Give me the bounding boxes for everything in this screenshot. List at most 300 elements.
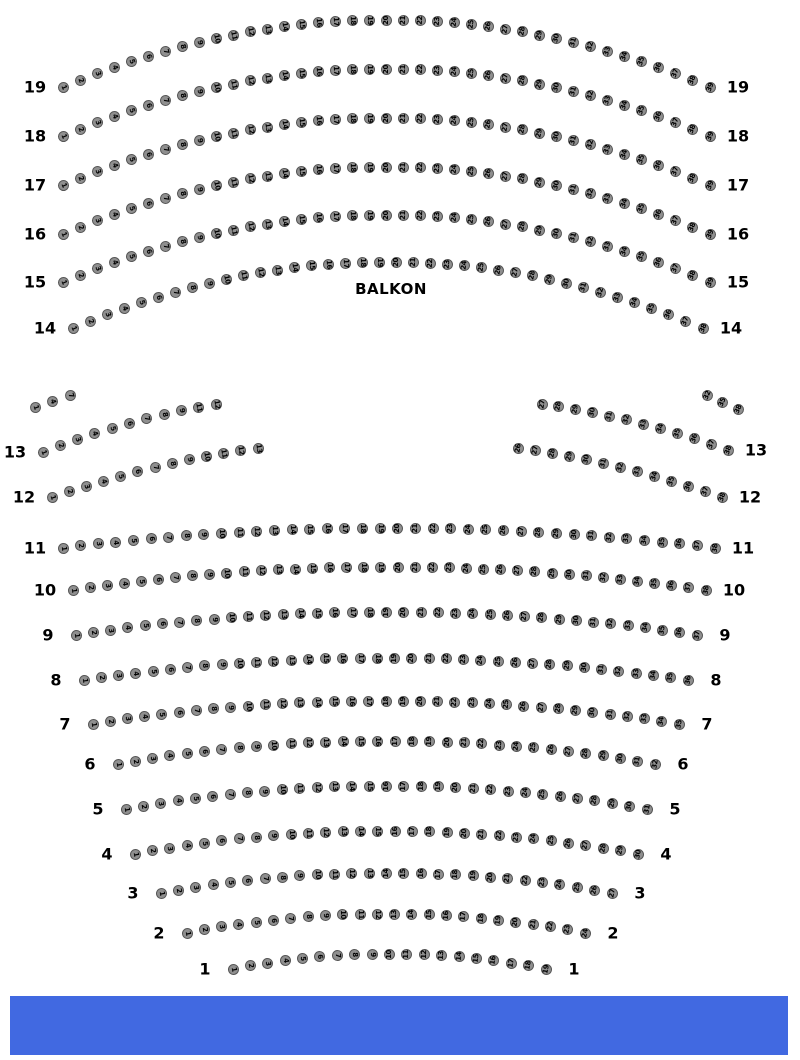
- seat[interactable]: 4: [279, 955, 291, 967]
- seat[interactable]: 6: [145, 533, 157, 545]
- seat[interactable]: 17: [398, 781, 409, 792]
- seat[interactable]: 8: [175, 40, 188, 53]
- seat[interactable]: 35: [664, 474, 678, 488]
- seat[interactable]: 13: [364, 868, 375, 879]
- seat[interactable]: 19: [389, 652, 400, 663]
- seat[interactable]: 31: [603, 410, 616, 423]
- seat[interactable]: 36: [652, 109, 666, 123]
- seat[interactable]: 26: [510, 656, 522, 668]
- seat[interactable]: 7: [163, 531, 175, 543]
- seat[interactable]: 24: [459, 260, 471, 272]
- seat[interactable]: 10: [210, 130, 223, 143]
- seat[interactable]: 26: [554, 790, 566, 802]
- seat[interactable]: 39: [703, 80, 717, 94]
- seat[interactable]: 22: [441, 653, 452, 664]
- seat[interactable]: 35: [649, 577, 661, 589]
- seat[interactable]: 38: [686, 171, 700, 185]
- seat[interactable]: 30: [570, 615, 582, 627]
- seat[interactable]: 10: [220, 273, 233, 286]
- seat[interactable]: 29: [553, 613, 565, 625]
- seat[interactable]: 25: [537, 788, 549, 800]
- seat[interactable]: 30: [550, 32, 563, 45]
- seat[interactable]: 25: [476, 262, 488, 274]
- seat[interactable]: 19: [433, 781, 444, 792]
- seat[interactable]: 12: [372, 908, 383, 919]
- seat[interactable]: 27: [515, 526, 527, 538]
- seat[interactable]: 31: [596, 663, 608, 675]
- seat[interactable]: 38: [686, 220, 700, 234]
- seat[interactable]: 1: [56, 227, 70, 241]
- seat[interactable]: 24: [449, 212, 461, 224]
- seat[interactable]: 22: [415, 64, 426, 75]
- seat[interactable]: 2: [62, 484, 76, 498]
- seat[interactable]: 7: [158, 45, 172, 59]
- seat[interactable]: 15: [470, 953, 482, 965]
- seat[interactable]: 14: [278, 216, 290, 228]
- seat[interactable]: 30: [578, 661, 590, 673]
- seat[interactable]: 8: [349, 949, 360, 960]
- seat[interactable]: 2: [73, 122, 87, 136]
- seat[interactable]: 5: [224, 876, 236, 888]
- seat[interactable]: 13: [277, 609, 289, 621]
- seat[interactable]: 15: [312, 607, 323, 618]
- seat[interactable]: 28: [529, 566, 541, 578]
- seat[interactable]: 12: [210, 398, 223, 411]
- seat[interactable]: 37: [679, 314, 693, 328]
- seat[interactable]: 18: [522, 959, 535, 972]
- seat[interactable]: 32: [597, 571, 609, 583]
- seat[interactable]: 33: [630, 667, 642, 679]
- seat[interactable]: 9: [198, 529, 210, 541]
- seat[interactable]: 26: [482, 216, 494, 228]
- seat[interactable]: 9: [216, 659, 228, 671]
- seat[interactable]: 5: [156, 708, 168, 720]
- seat[interactable]: 20: [382, 15, 390, 25]
- seat[interactable]: 19: [364, 210, 375, 221]
- seat[interactable]: 24: [484, 698, 496, 710]
- seat[interactable]: 36: [652, 255, 666, 269]
- seat[interactable]: 25: [480, 524, 491, 535]
- seat[interactable]: 16: [390, 825, 401, 836]
- seat[interactable]: 32: [594, 285, 608, 299]
- seat[interactable]: 18: [450, 869, 462, 881]
- seat[interactable]: 10: [233, 657, 245, 669]
- seat[interactable]: 9: [183, 453, 196, 466]
- seat[interactable]: 13: [261, 218, 274, 231]
- seat[interactable]: 7: [158, 240, 172, 254]
- seat[interactable]: 13: [261, 121, 274, 134]
- seat[interactable]: 30: [560, 277, 573, 290]
- seat[interactable]: 5: [124, 104, 138, 118]
- seat[interactable]: 36: [652, 207, 666, 221]
- seat[interactable]: 17: [339, 523, 350, 534]
- seat[interactable]: 19: [375, 522, 386, 533]
- seat[interactable]: 27: [499, 23, 512, 36]
- seat[interactable]: 4: [107, 60, 121, 74]
- seat[interactable]: 8: [175, 89, 188, 102]
- seat[interactable]: 12: [244, 173, 257, 186]
- seat[interactable]: 9: [366, 949, 377, 960]
- seat[interactable]: 2: [73, 171, 87, 185]
- seat[interactable]: 16: [441, 910, 453, 922]
- seat[interactable]: 5: [147, 665, 159, 677]
- seat[interactable]: 35: [645, 301, 659, 315]
- seat[interactable]: 4: [122, 622, 134, 634]
- seat[interactable]: 13: [436, 950, 448, 962]
- seat[interactable]: 12: [254, 267, 267, 280]
- seat[interactable]: 24: [463, 524, 474, 535]
- seat[interactable]: 38: [715, 490, 729, 504]
- seat[interactable]: 12: [277, 698, 289, 710]
- seat[interactable]: 3: [71, 432, 85, 446]
- seat[interactable]: 20: [485, 871, 497, 883]
- seat[interactable]: 10: [385, 949, 393, 959]
- seat[interactable]: 5: [250, 916, 262, 928]
- seat[interactable]: 14: [290, 563, 301, 574]
- seat[interactable]: 31: [580, 570, 592, 582]
- seat[interactable]: 28: [580, 748, 592, 760]
- seat[interactable]: 34: [631, 575, 643, 587]
- seat[interactable]: 1: [56, 80, 70, 94]
- seat[interactable]: 16: [416, 868, 427, 879]
- seat[interactable]: 26: [518, 700, 530, 712]
- seat[interactable]: 18: [347, 64, 358, 75]
- seat[interactable]: 11: [401, 949, 412, 960]
- seat[interactable]: 36: [652, 60, 666, 74]
- seat[interactable]: 18: [357, 523, 368, 534]
- seat[interactable]: 4: [118, 577, 130, 589]
- seat[interactable]: 39: [703, 129, 717, 143]
- seat[interactable]: 29: [533, 176, 546, 189]
- seat[interactable]: 31: [596, 457, 609, 470]
- seat[interactable]: 36: [652, 158, 666, 172]
- seat[interactable]: 27: [562, 745, 574, 757]
- seat[interactable]: 8: [233, 742, 245, 754]
- seat[interactable]: 8: [166, 457, 179, 470]
- seat[interactable]: 8: [180, 530, 192, 542]
- seat[interactable]: 12: [311, 782, 323, 794]
- seat[interactable]: 4: [164, 750, 176, 762]
- seat[interactable]: 2: [137, 800, 150, 813]
- seat[interactable]: 25: [466, 68, 478, 80]
- seat[interactable]: 7: [140, 412, 153, 425]
- seat[interactable]: 11: [227, 78, 240, 91]
- seat[interactable]: 29: [546, 567, 558, 579]
- seat[interactable]: 26: [482, 21, 494, 33]
- seat[interactable]: 14: [278, 70, 290, 82]
- seat[interactable]: 10: [242, 700, 254, 712]
- seat[interactable]: 22: [476, 738, 488, 750]
- seat[interactable]: 11: [294, 783, 306, 795]
- seat[interactable]: 1: [45, 490, 59, 504]
- seat[interactable]: 36: [662, 307, 676, 321]
- seat[interactable]: 30: [568, 529, 580, 541]
- seat[interactable]: 32: [613, 461, 626, 474]
- seat[interactable]: 26: [501, 610, 513, 622]
- seat[interactable]: 9: [268, 830, 280, 842]
- seat[interactable]: 6: [131, 465, 144, 478]
- seat[interactable]: 29: [543, 273, 556, 286]
- seat[interactable]: 16: [337, 653, 348, 664]
- seat[interactable]: 28: [516, 221, 529, 234]
- seat[interactable]: 30: [614, 752, 627, 765]
- seat[interactable]: 20: [510, 916, 522, 928]
- seat[interactable]: 35: [635, 202, 649, 216]
- seat[interactable]: 31: [567, 85, 580, 98]
- seat[interactable]: 1: [28, 400, 42, 414]
- seat[interactable]: 15: [364, 781, 375, 792]
- seat[interactable]: 8: [276, 871, 288, 883]
- seat[interactable]: 22: [493, 830, 505, 842]
- seat[interactable]: 13: [261, 23, 274, 36]
- seat[interactable]: 1: [181, 927, 194, 940]
- seat[interactable]: 3: [100, 307, 114, 321]
- seat[interactable]: 2: [146, 845, 159, 858]
- seat[interactable]: 4: [139, 710, 151, 722]
- seat[interactable]: 19: [540, 963, 553, 976]
- seat[interactable]: 29: [614, 845, 627, 858]
- seat[interactable]: 31: [586, 530, 598, 542]
- seat[interactable]: 14: [278, 21, 290, 33]
- seat[interactable]: 20: [441, 736, 452, 747]
- seat[interactable]: 12: [251, 526, 263, 538]
- seat[interactable]: 37: [669, 165, 683, 179]
- seat[interactable]: 17: [346, 607, 357, 618]
- seat[interactable]: 3: [163, 842, 176, 855]
- seat[interactable]: 34: [638, 534, 650, 546]
- seat[interactable]: 34: [628, 296, 642, 310]
- seat[interactable]: 19: [374, 256, 385, 267]
- seat[interactable]: 9: [320, 910, 332, 922]
- seat[interactable]: 17: [433, 868, 444, 879]
- seat[interactable]: 12: [268, 655, 280, 667]
- seat[interactable]: 14: [288, 262, 300, 274]
- seat[interactable]: 33: [601, 45, 615, 59]
- seat[interactable]: 9: [193, 183, 206, 196]
- seat[interactable]: 5: [296, 953, 308, 965]
- seat[interactable]: 35: [670, 427, 684, 441]
- seat[interactable]: 23: [536, 876, 548, 888]
- seat[interactable]: 6: [242, 875, 254, 887]
- seat[interactable]: 22: [427, 523, 438, 534]
- seat[interactable]: 20: [415, 696, 426, 707]
- seat[interactable]: 26: [495, 564, 507, 576]
- seat[interactable]: 30: [579, 453, 592, 466]
- seat[interactable]: 3: [262, 957, 275, 970]
- seat[interactable]: 17: [330, 16, 342, 28]
- seat[interactable]: 5: [124, 153, 138, 167]
- seat[interactable]: 10: [210, 179, 223, 192]
- seat[interactable]: 31: [641, 803, 654, 816]
- seat[interactable]: 28: [552, 703, 564, 715]
- seat[interactable]: 18: [372, 652, 383, 663]
- seat[interactable]: 9: [251, 740, 263, 752]
- seat[interactable]: 37: [683, 581, 695, 593]
- seat[interactable]: 11: [237, 269, 250, 282]
- seat[interactable]: 4: [46, 394, 60, 408]
- seat[interactable]: 13: [273, 564, 285, 576]
- seat[interactable]: 15: [295, 68, 307, 80]
- seat[interactable]: 5: [124, 250, 138, 264]
- seat[interactable]: 15: [305, 260, 317, 272]
- seat[interactable]: 36: [687, 432, 701, 446]
- seat[interactable]: 39: [703, 178, 717, 192]
- seat[interactable]: 21: [459, 737, 471, 749]
- seat[interactable]: 36: [674, 626, 686, 638]
- seat[interactable]: 23: [444, 562, 455, 573]
- seat[interactable]: 1: [227, 963, 240, 976]
- seat[interactable]: 8: [250, 831, 262, 843]
- seat[interactable]: 10: [225, 612, 237, 624]
- seat[interactable]: 29: [569, 403, 582, 416]
- seat[interactable]: 1: [87, 718, 100, 731]
- seat[interactable]: 26: [482, 168, 494, 180]
- seat[interactable]: 27: [606, 887, 619, 900]
- seat[interactable]: 38: [731, 402, 746, 417]
- seat[interactable]: 16: [322, 523, 333, 534]
- seat[interactable]: 3: [92, 538, 104, 550]
- seat[interactable]: 20: [459, 827, 471, 839]
- seat[interactable]: 32: [603, 531, 615, 543]
- seat[interactable]: 6: [123, 416, 137, 430]
- seat[interactable]: 8: [242, 787, 254, 799]
- seat[interactable]: 22: [415, 113, 426, 124]
- seat[interactable]: 7: [233, 833, 245, 845]
- seat[interactable]: 1: [56, 275, 70, 289]
- seat[interactable]: 27: [519, 611, 531, 623]
- seat[interactable]: 7: [158, 192, 172, 206]
- seat[interactable]: 5: [124, 202, 138, 216]
- seat[interactable]: 10: [210, 81, 223, 94]
- seat[interactable]: 11: [238, 566, 250, 578]
- seat[interactable]: 28: [516, 75, 529, 88]
- seat[interactable]: 15: [307, 563, 318, 574]
- seat[interactable]: 6: [141, 245, 155, 259]
- seat[interactable]: 32: [584, 187, 597, 200]
- seat[interactable]: 8: [157, 408, 170, 421]
- seat[interactable]: 6: [199, 745, 211, 757]
- seat[interactable]: 22: [415, 162, 426, 173]
- seat[interactable]: 38: [686, 73, 700, 87]
- seat[interactable]: 14: [382, 868, 390, 878]
- seat[interactable]: 22: [449, 697, 460, 708]
- seat[interactable]: 25: [466, 19, 478, 31]
- seat[interactable]: 4: [88, 426, 102, 440]
- seat[interactable]: 32: [613, 665, 625, 677]
- seat[interactable]: 35: [635, 153, 649, 167]
- seat[interactable]: 28: [536, 612, 548, 624]
- seat[interactable]: 6: [141, 50, 155, 64]
- seat[interactable]: 8: [199, 660, 211, 672]
- seat[interactable]: 35: [715, 395, 730, 410]
- seat[interactable]: 1: [120, 803, 133, 816]
- seat[interactable]: 11: [354, 909, 365, 920]
- seat[interactable]: 37: [691, 629, 703, 641]
- seat[interactable]: 27: [527, 657, 539, 669]
- seat[interactable]: 18: [357, 257, 368, 268]
- seat[interactable]: 27: [512, 565, 524, 577]
- seat[interactable]: 24: [449, 17, 461, 29]
- seat[interactable]: 34: [618, 99, 632, 113]
- seat[interactable]: 24: [449, 115, 461, 127]
- seat[interactable]: 2: [198, 923, 211, 936]
- seat[interactable]: 31: [631, 755, 644, 768]
- seat[interactable]: 21: [398, 64, 409, 75]
- seat[interactable]: 35: [656, 536, 668, 548]
- seat[interactable]: 20: [391, 256, 402, 267]
- seat[interactable]: 37: [669, 116, 683, 130]
- seat[interactable]: 3: [154, 797, 167, 810]
- seat[interactable]: 19: [424, 736, 435, 747]
- seat[interactable]: 24: [467, 608, 478, 619]
- seat[interactable]: 17: [330, 211, 342, 223]
- seat[interactable]: 32: [700, 388, 715, 403]
- seat[interactable]: 24: [475, 654, 486, 665]
- seat[interactable]: 20: [450, 782, 462, 794]
- seat[interactable]: 14: [278, 168, 290, 180]
- seat[interactable]: 9: [259, 785, 271, 797]
- seat[interactable]: 32: [621, 710, 633, 722]
- seat[interactable]: 27: [499, 170, 512, 183]
- seat[interactable]: 29: [551, 527, 563, 539]
- seat[interactable]: 15: [398, 868, 409, 879]
- seat[interactable]: 12: [235, 444, 248, 457]
- seat[interactable]: 6: [141, 148, 155, 162]
- seat[interactable]: 2: [73, 220, 87, 234]
- seat[interactable]: 4: [107, 158, 121, 172]
- seat[interactable]: 25: [466, 166, 478, 178]
- seat[interactable]: 3: [101, 579, 113, 591]
- seat[interactable]: 6: [314, 951, 326, 963]
- seat[interactable]: 29: [533, 224, 546, 237]
- seat[interactable]: 20: [382, 210, 390, 220]
- seat[interactable]: 30: [632, 848, 645, 861]
- seat[interactable]: 20: [382, 162, 390, 172]
- seat[interactable]: 16: [324, 562, 335, 573]
- seat[interactable]: 28: [546, 447, 559, 460]
- seat[interactable]: 3: [79, 479, 93, 493]
- seat[interactable]: 22: [427, 562, 438, 573]
- seat[interactable]: 17: [355, 653, 366, 664]
- seat[interactable]: 33: [601, 143, 615, 157]
- seat[interactable]: 36: [681, 479, 695, 493]
- seat[interactable]: 3: [112, 669, 124, 681]
- seat[interactable]: 39: [703, 227, 717, 241]
- seat[interactable]: 6: [151, 290, 165, 304]
- seat[interactable]: 2: [83, 314, 97, 328]
- seat[interactable]: 9: [193, 134, 206, 147]
- seat[interactable]: 5: [134, 296, 148, 310]
- seat[interactable]: 22: [485, 784, 497, 796]
- seat[interactable]: 14: [346, 781, 357, 792]
- seat[interactable]: 16: [312, 212, 324, 224]
- seat[interactable]: 21: [410, 562, 421, 573]
- seat[interactable]: 30: [587, 706, 599, 718]
- seat[interactable]: 28: [533, 526, 545, 538]
- seat[interactable]: 5: [139, 620, 151, 632]
- seat[interactable]: 14: [355, 826, 366, 837]
- seat[interactable]: 18: [358, 562, 369, 573]
- seat[interactable]: 28: [516, 124, 529, 137]
- seat[interactable]: 21: [408, 257, 419, 268]
- seat[interactable]: 27: [580, 839, 592, 851]
- seat[interactable]: 22: [433, 607, 444, 618]
- seat[interactable]: 23: [493, 739, 505, 751]
- seat[interactable]: 32: [605, 618, 617, 630]
- seat[interactable]: 5: [114, 469, 127, 482]
- seat[interactable]: 19: [364, 113, 375, 124]
- seat[interactable]: 7: [224, 788, 236, 800]
